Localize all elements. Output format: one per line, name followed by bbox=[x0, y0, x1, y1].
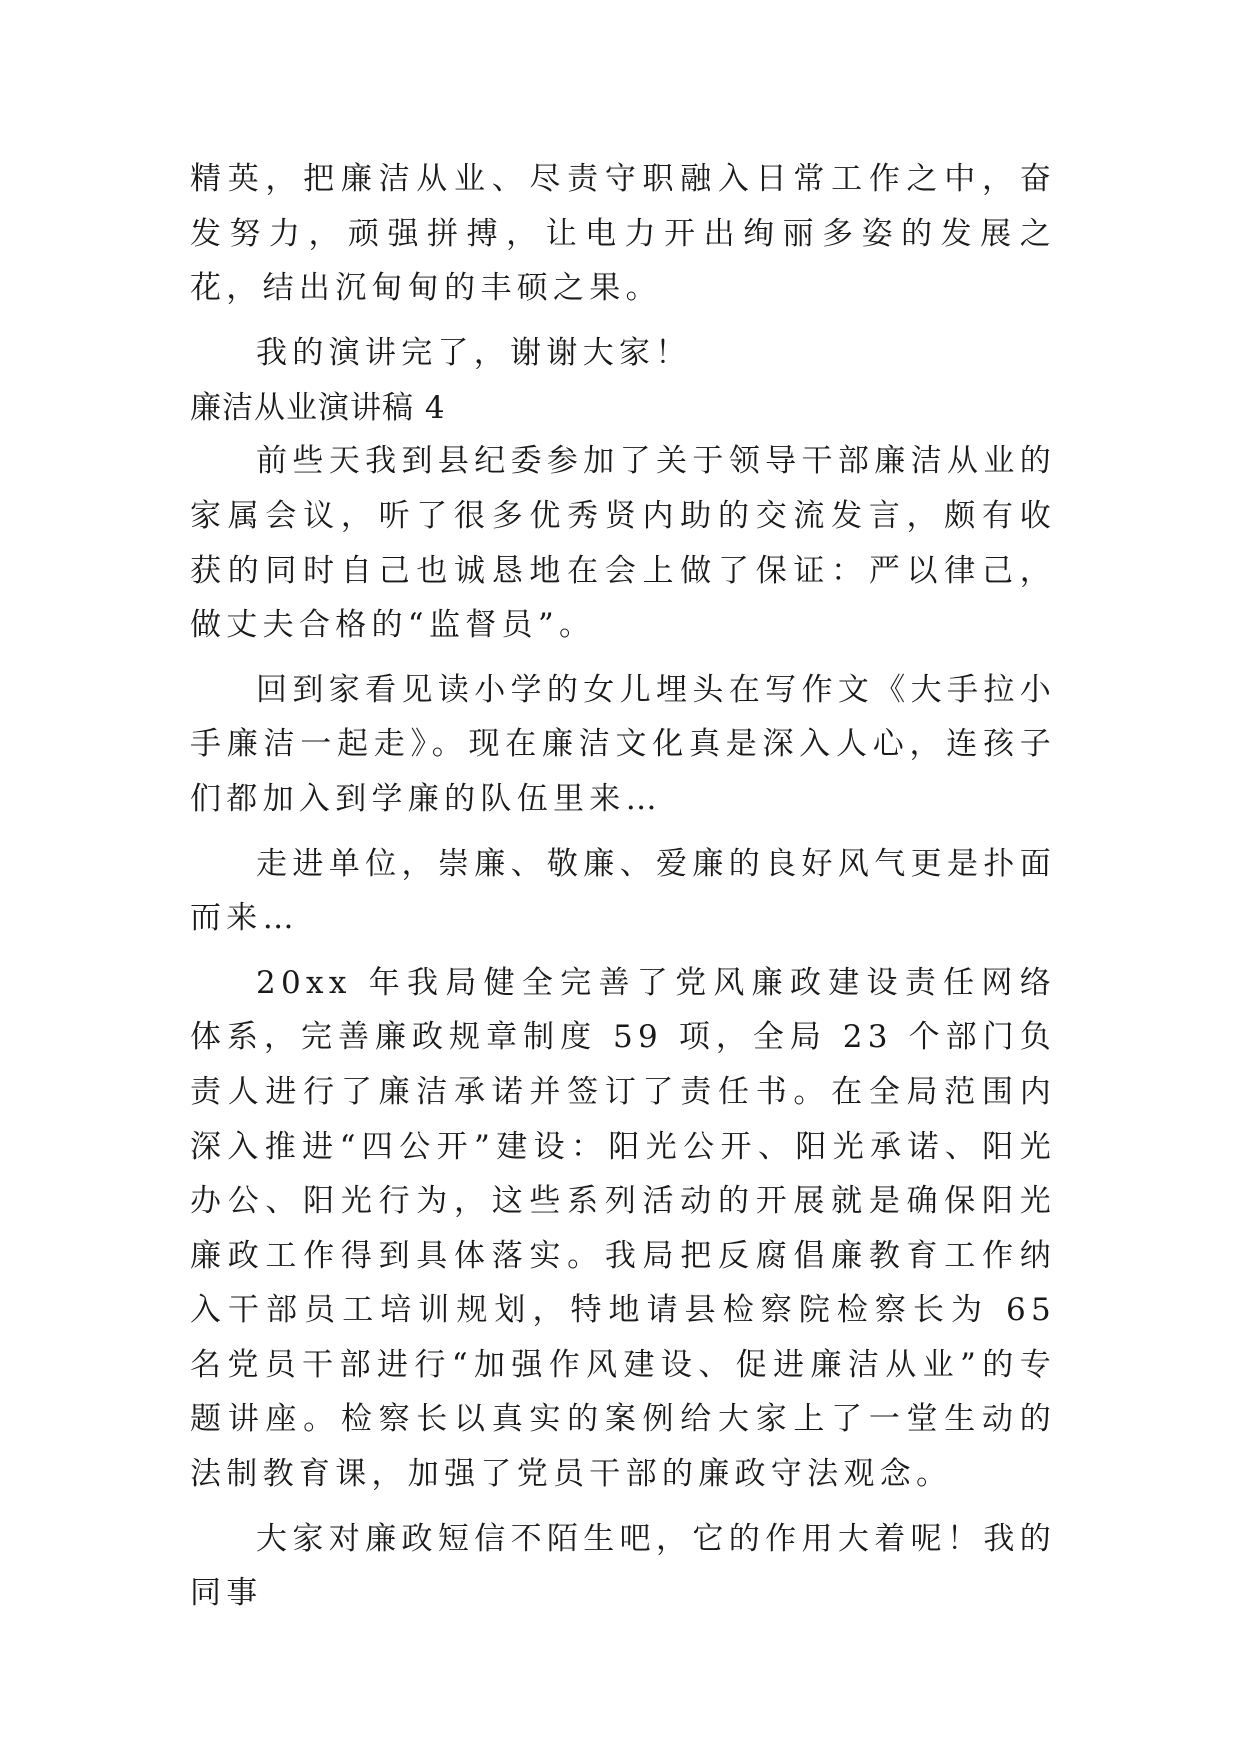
paragraph-thanks: 我的演讲完了，谢谢大家！ bbox=[256, 334, 692, 371]
paragraph-sms: 大家对廉政短信不陌生吧，它的作用大着呢！我的同事 bbox=[190, 1520, 1056, 1612]
paragraph-workplace: 走进单位，崇廉、敬廉、爱廉的良好风气更是扑面而来… bbox=[190, 845, 1056, 937]
paragraph-daughter-essay: 回到家看见读小学的女儿埋头在写作文《大手拉小手廉洁一起走》。现在廉洁文化真是深入人心，连孩子们都加入到学廉的队伍里来… bbox=[190, 671, 1056, 817]
document-body bbox=[190, 152, 1056, 1621]
paragraph-family-meeting: 前些天我到县纪委参加了关于领导干部廉洁从业的家属会议，听了很多优秀贤内助的交流发言，颇有收获的同时自己也诚恳地在会上做了保证：严以律己，做丈夫合格的“监督员”。 bbox=[190, 443, 1056, 644]
section-title: 廉洁从业演讲稿 4 bbox=[190, 390, 446, 427]
paragraph-closing-prev-speech: 精英，把廉洁从业、尽责守职融入日常工作之中，奋发努力，顽强拼搏，让电力开出绚丽多姿的发展之花，结出沉甸甸的丰硕之果。 bbox=[190, 161, 1056, 307]
paragraph-bureau-work: 20xx 年我局健全完善了党风廉政建设责任网络体系，完善廉政规章制度 59 项，全局 23 个部门负责人进行了廉洁承诺并签订了责任书。在全局范围内深入推进“四公开”建设：阳光公开、阳光承诺、阳光办公、阳光行为，这些系列活动的开展就是确保阳光廉政工作得到具体落实。我局把反腐倡廉教育工作纳入干部员工培训规划，特地请县检察院检察长为 65 名党员干部进行“加强作风建设、促进廉洁从业”的专题讲座。检察长以真实的案例给大家上了一堂生动的法制教育课，加强了党员干部的廉政守法观念。 bbox=[190, 964, 1056, 1493]
